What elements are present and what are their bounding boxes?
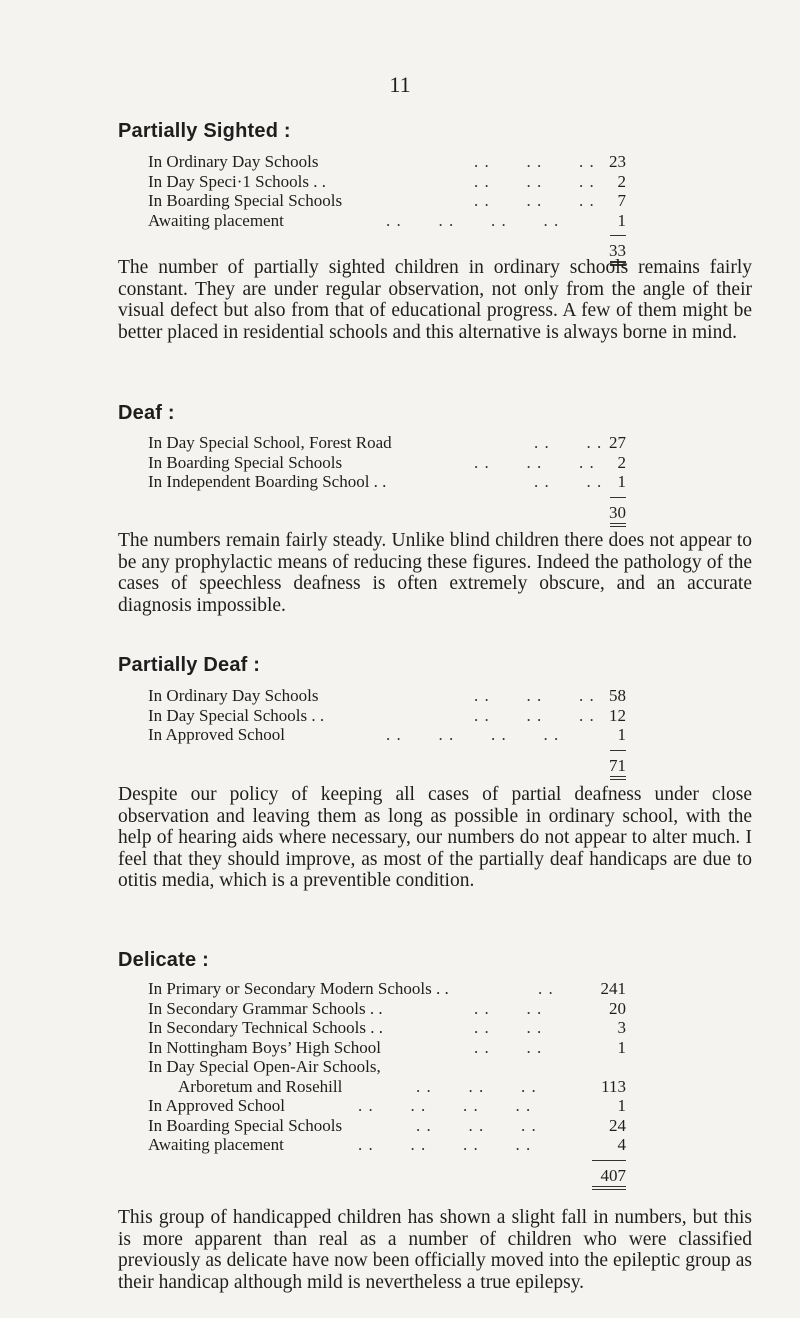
- paragraph-partially-sighted: The number of partially sighted children in ordinary schools remains fairly constant. They are under regular observation, not only from the angle of their visual defect but also from that of educational progress. A few of them might be better placed in residential schools and this alternative is always borne in mind.: [118, 257, 752, 343]
- row-value: 2: [617, 171, 626, 191]
- table-row: [148, 1057, 626, 1077]
- dot-leader: . . . . . . . .: [358, 1135, 532, 1154]
- paragraph-delicate: This group of handicapped children has shown a slight fall in numbers, but this is more apparent than real as a number of children who were classified previously as delicate have now been officially moved into the epileptic group as their handicap although mild is nevertheless a true epilepsy.: [118, 1207, 752, 1293]
- row-label: Awaiting placement: [148, 210, 284, 230]
- total-row: [148, 754, 626, 776]
- table-row: [148, 1135, 626, 1155]
- row-value: 3: [617, 1018, 626, 1037]
- row-value: 2: [617, 452, 626, 472]
- total-value: 407: [600, 1165, 626, 1185]
- row-value: 241: [600, 979, 626, 998]
- row-label: In Day Special School, Forest Road: [148, 433, 392, 452]
- table-row: [148, 1038, 626, 1058]
- table-row: [148, 453, 626, 473]
- row-value: 20: [609, 998, 626, 1018]
- row-label: In Boarding Special Schools: [148, 452, 343, 472]
- double-rule: [148, 523, 626, 529]
- total-rule: [148, 1155, 626, 1164]
- table-partially-sighted: [148, 152, 626, 267]
- row-value: 23: [609, 152, 626, 171]
- total-rule: [148, 492, 626, 501]
- row-label: In Ordinary Day Schools: [148, 152, 319, 171]
- total-value: 71: [609, 755, 626, 775]
- double-rule: [148, 1186, 626, 1192]
- row-value: 1: [617, 1037, 626, 1057]
- table-row: [148, 1096, 626, 1116]
- dot-leader: . . . .: [474, 998, 543, 1018]
- row-label: In Nottingham Boys’ High School: [148, 1037, 381, 1057]
- section-heading-delicate: Delicate :: [118, 949, 209, 971]
- row-label: In Secondary Technical Schools . .: [148, 1018, 384, 1037]
- row-label: In Independent Boarding School . .: [148, 472, 387, 491]
- dot-leader: . . . . . .: [474, 152, 595, 171]
- paragraph-deaf: The numbers remain fairly steady. Unlike blind children there does not appear to be any prophylactic means of reducing these figures. Indeed the pathology of the cases of speechless deafness is often extremely obscure, and an accurate diagnosis impossible.: [118, 530, 752, 616]
- dot-leader: . . . . . .: [416, 1115, 537, 1135]
- table-row: [148, 472, 626, 492]
- dot-leader: . . . .: [474, 1018, 543, 1037]
- table-row: [148, 999, 626, 1019]
- row-label: In Day Speci·1 Schools . .: [148, 171, 327, 191]
- row-label: Awaiting placement: [148, 1135, 284, 1154]
- row-value: 12: [609, 705, 626, 725]
- row-label: In Secondary Grammar Schools . .: [148, 998, 383, 1018]
- section-heading-partially-deaf: Partially Deaf :: [118, 654, 261, 676]
- dot-leader: . . . .: [534, 472, 603, 491]
- row-label: In Primary or Secondary Modern Schools . .: [148, 979, 449, 998]
- dot-leader: . . . . . .: [474, 686, 595, 705]
- table-row: [148, 1116, 626, 1136]
- dot-leader: . . . . . . . .: [386, 725, 560, 744]
- table-delicate: [148, 979, 626, 1192]
- section-heading-deaf: Deaf :: [118, 402, 175, 424]
- dot-leader: . . . . . . . .: [358, 1096, 532, 1115]
- table-row: [148, 979, 626, 999]
- dot-leader: . . . .: [474, 1037, 543, 1057]
- table-partially-deaf: [148, 686, 626, 782]
- dot-leader: . . . . . .: [474, 452, 595, 472]
- table-row: [148, 686, 626, 706]
- page-number: 11: [389, 72, 411, 97]
- total-rule: [148, 230, 626, 239]
- row-value: 7: [617, 191, 626, 210]
- total-row: [148, 501, 626, 523]
- row-value: 1: [617, 1096, 626, 1115]
- table-row: [148, 1018, 626, 1038]
- row-label: In Ordinary Day Schools: [148, 686, 319, 705]
- row-label: In Boarding Special Schools: [148, 191, 343, 210]
- row-value: 1: [617, 472, 626, 491]
- row-value: 4: [617, 1135, 626, 1154]
- dot-leader: . . . .: [534, 433, 603, 452]
- table-row: [148, 706, 626, 726]
- table-row: [148, 725, 626, 745]
- row-value: 1: [617, 725, 626, 744]
- table-deaf: [148, 433, 626, 529]
- double-rule: [148, 776, 626, 782]
- row-label: Arboretum and Rosehill: [178, 1076, 343, 1096]
- row-value: 113: [601, 1076, 626, 1096]
- total-rule: [148, 745, 626, 754]
- row-value: 58: [609, 686, 626, 705]
- total-value: 33: [609, 241, 626, 260]
- row-value: 24: [609, 1115, 626, 1135]
- row-label: In Approved School: [148, 725, 285, 744]
- dot-leader: . . . . . . . .: [386, 210, 560, 230]
- dot-leader: . . . . . .: [474, 191, 595, 210]
- dot-leader: . .: [538, 979, 554, 998]
- dot-leader: . . . . . .: [416, 1076, 537, 1096]
- table-row: [148, 191, 626, 211]
- section-heading-partially-sighted: Partially Sighted :: [118, 120, 291, 142]
- table-row: [148, 211, 626, 231]
- total-value: 30: [609, 502, 626, 522]
- dot-leader: . . . . . .: [474, 171, 595, 191]
- table-row: [148, 152, 626, 172]
- row-label: In Boarding Special Schools: [148, 1115, 343, 1135]
- row-label: In Day Special Schools . .: [148, 705, 325, 725]
- total-row: [148, 1164, 626, 1186]
- row-label: In Day Special Open-Air Schools,: [148, 1057, 381, 1076]
- paragraph-partially-deaf: Despite our policy of keeping all cases of partial deafness under close observation and leaving them as long as possible in ordinary school, with the help of hearing aids where necessary, our numbers do not appear to alter much. I feel that they should improve, as most of the partially deaf handicaps are due to otitis media, which is a preventible condition.: [118, 784, 752, 891]
- table-row: [148, 172, 626, 192]
- dot-leader: . . . . . .: [474, 705, 595, 725]
- row-value: 27: [609, 433, 626, 452]
- row-label: In Approved School: [148, 1096, 285, 1115]
- table-row: [148, 1077, 626, 1097]
- row-value: 1: [617, 210, 626, 230]
- table-row: [148, 433, 626, 453]
